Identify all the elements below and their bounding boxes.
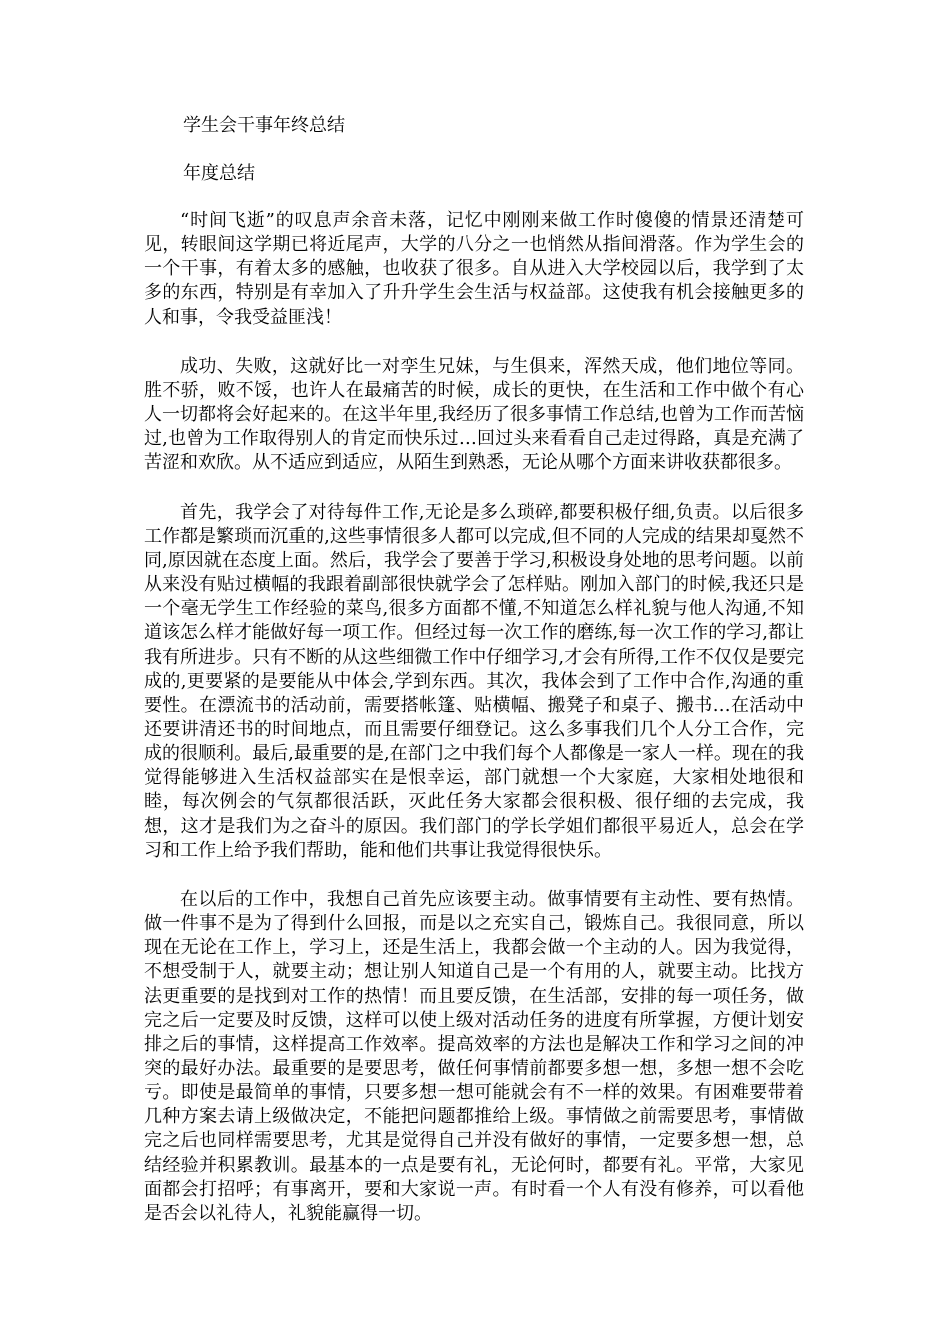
document-body <box>144 209 804 1251</box>
paragraph-1: “时间飞逝”的叹息声余音未落，记忆中刚刚来做工作时傻傻的情景还清楚可见，转眼间这学期已将近尾声，大学的八分之一也悄然从指间滑落。作为学生会的一个干事，有着太多的感触，也收获了很多。自从进入大学校园以后，我学到了太多的东西，特别是有幸加入了升升学生会生活与权益部。这使我有机会接触更多的人和事，令我受益匪浅！ <box>144 210 804 328</box>
paragraph-3: 首先，我学会了对待每件工作,无论是多么琐碎,都要积极仔细,负责。以后很多工作都是繁琐而沉重的,这些事情很多人都可以完成,但不同的人完成的结果却戛然不同,原因就在态度上面。然后，我学会了要善于学习,积极设身处地的思考问题。以前从来没有贴过横幅的我跟着副部很快就学会了怎样贴。刚加入部门的时候,我还只是一个毫无学生工作经验的菜鸟,很多方面都不懂,不知道怎么样礼貌与他人沟通,不知道该怎么样才能做好每一项工作。但经过每一次工作的磨练,每一次工作的学习,都让我有所进步。只有不断的从这些细微工作中仔细学习,才会有所得,工作不仅仅是要完成的,更要紧的是要能从中体会,学到东西。其次，我体会到了工作中合作,沟通的重要性。在漂流书的活动前，需要搭帐篷、贴横幅、搬凳子和桌子、搬书…在活动中还要讲清还书的时间地点，而且需要仔细登记。这么多事我们几个人分工合作，完成的很顺利。最后,最重要的是,在部门之中我们每个人都像是一家人一样。现在的我觉得能够进入生活权益部实在是恨幸运，部门就想一个大家庭，大家相处地很和睦，每次例会的气氛都很活跃，灭此任务大家都会很积极、很仔细的去完成，我想，这才是我们为之奋斗的原因。我们部门的学长学姐们都很平易近人，总会在学习和工作上给予我们帮助，能和他们共事让我觉得很快乐。 <box>144 501 804 861</box>
document-title: 学生会干事年终总结 <box>183 115 345 136</box>
paragraph-2: 成功、失败，这就好比一对孪生兄妹，与生俱来，浑然天成，他们地位等同。胜不骄，败不馁，也许人在最痛苦的时候，成长的更快，在生活和工作中做个有心人一切都将会好起来的。在这半年里,我经历了很多事情工作总结,也曾为工作而苦恼过,也曾为工作取得别人的肯定而快乐过…回过头来看看自己走过得路，真是充满了苦涩和欢欣。从不适应到适应，从陌生到熟悉，无论从哪个方面来讲收获都很多。 <box>144 355 804 474</box>
document-subtitle: 年度总结 <box>183 163 255 184</box>
paragraph-4: 在以后的工作中，我想自己首先应该要主动。做事情要有主动性、要有热情。做一件事不是为了得到什么回报，而是以之充实自己，锻炼自己。我很同意，所以现在无论在工作上，学习上，还是生活上，我都会做一个主动的人。因为我觉得，不想受制于人，就要主动；想让别人知道自己是一个有用的人，就要主动。比找方法更重要的是找到对工作的热情！而且要反馈，在生活部，安排的每一项任务，做完之后一定要及时反馈，这样可以使上级对活动任务的进度有所掌握，方便计划安排之后的事情，这样提高工作效率。提高效率的方法也是解决工作和学习之间的冲突的最好办法。最重要的是要思考，做任何事情前都要多想一想，多想一想不会吃亏。即使是最简单的事情，只要多想一想可能就会有不一样的效果。有困难要带着几种方案去请上级做决定，不能把问题都推给上级。事情做之前需要思考，事情做完之后也同样需要思考，尤其是觉得自己并没有做好的事情，一定要多想一想，总结经验并积累教训。最基本的一点是要有礼，无论何时，都要有礼。平常，大家见面都会打招呼；有事离开，要和大家说一声。有时看一个人有没有修养，可以看他是否会以礼待人，礼貌能赢得一切。 <box>144 888 804 1224</box>
